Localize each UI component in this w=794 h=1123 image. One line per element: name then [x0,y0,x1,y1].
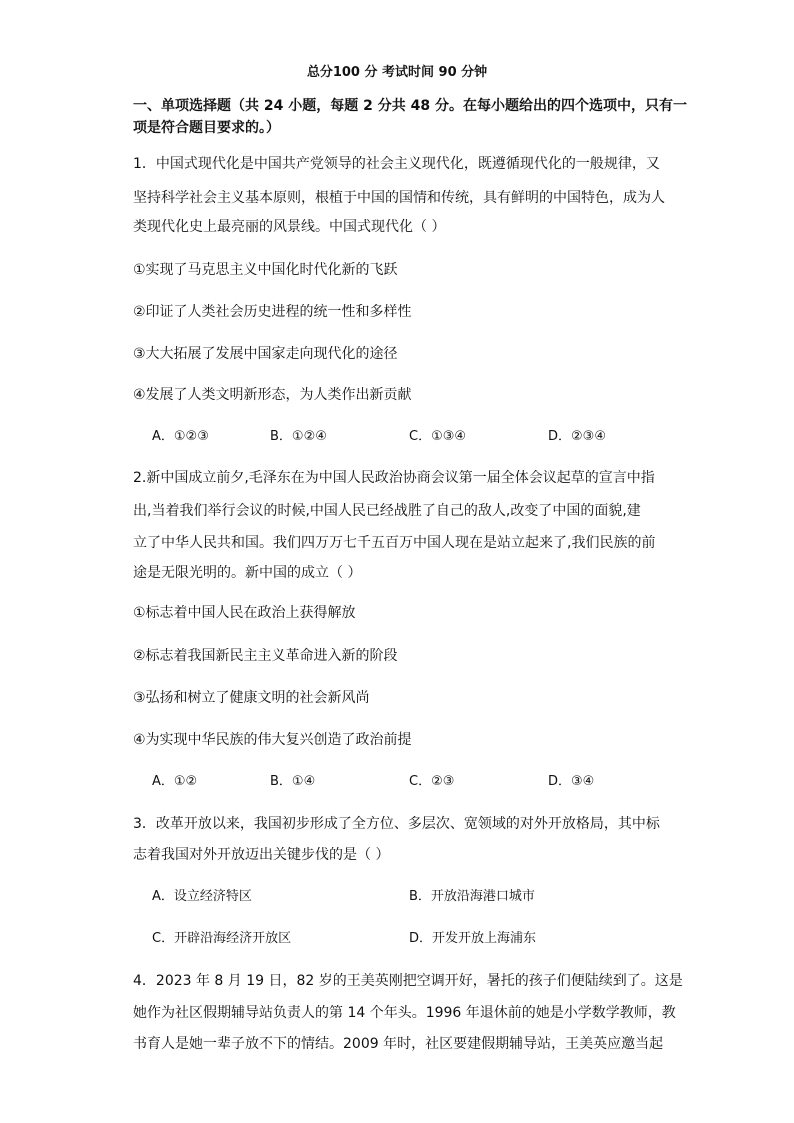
q3-option-d[interactable]: D．开发开放上海浦东 [409,931,537,946]
q1-statement-1: ①实现了马克思主义中国化时代化新的飞跃 [133,262,398,278]
page-title: 总分100 分 考试时间 90 分钟 [306,65,488,80]
q2-stem-line-3: 立了中华人民共和国。我们四万万七千五百万中国人现在是站立起来了,我们民族的前 [133,535,656,551]
q2-option-b[interactable]: B．①④ [270,774,316,789]
q2-statement-1: ①标志着中国人民在政治上获得解放 [133,605,356,621]
q1-stem-line-3: 类现代化史上最亮丽的风景线。中国式现代化（ ） [133,219,446,235]
q1-option-b[interactable]: B．①②④ [270,429,327,444]
q1-statement-2: ②印证了人类社会历史进程的统一性和多样性 [133,304,412,320]
q1-stem-line-2: 坚持科学社会主义基本原则，根植于中国的国情和传统，具有鲜明的中国特色，成为人 [133,190,665,206]
q1-option-d[interactable]: D．②③④ [548,429,606,444]
q3-option-c[interactable]: C．开辟沿海经济开放区 [152,931,292,946]
q3-option-b[interactable]: B．开放沿海港口城市 [409,889,535,904]
q4-stem-line-3: 书育人是她一辈子放不下的情结。2009 年时，社区要建假期辅导站，王美英应邀当起 [133,1036,664,1052]
section-heading-line-1: 一、单项选择题（共 24 小题，每题 2 分共 48 分。在每小题给出的四个选项中，只有一 [133,98,687,114]
q2-option-a[interactable]: A．①② [152,774,198,789]
q3-stem-line-2: 志着我国对外开放迈出关键步伐的是（ ） [133,847,390,863]
q2-option-d[interactable]: D．③④ [548,774,595,789]
q4-stem-line-1: 4．2023 年 8 月 19 日，82 岁的王美英刚把空调开好，暑托的孩子们便陆续到了。这是 [133,973,683,989]
q1-stem-line-1: 1．中国式现代化是中国共产党领导的社会主义现代化，既遵循现代化的一般规律，又 [133,156,660,172]
q3-option-a[interactable]: A．设立经济特区 [152,889,252,904]
section-heading-line-2: 项是符合题目要求的。） [133,120,280,136]
q2-stem-line-2: 出,当着我们举行会议的时候,中国人民已经战胜了自己的敌人,改变了中国的面貌,建 [133,503,641,519]
q3-stem-line-1: 3．改革开放以来，我国初步形成了全方位、多层次、宽领域的对外开放格局，其中标 [133,816,660,832]
q1-statement-3: ③大大拓展了发展中国家走向现代化的途径 [133,346,398,362]
q2-statement-3: ③弘扬和树立了健康文明的社会新风尚 [133,690,370,706]
q1-option-c[interactable]: C．①③④ [409,429,467,444]
q1-option-a[interactable]: A．①②③ [152,429,209,444]
q4-stem-line-2: 她作为社区假期辅导站负责人的第 14 个年头。1996 年退休前的她是小学数学教师，教 [133,1005,676,1021]
q2-stem-line-1: 2.新中国成立前夕,毛泽东在为中国人民政治协商会议第一届全体会议起草的宣言中指 [133,470,655,486]
q1-statement-4: ④发展了人类文明新形态，为人类作出新贡献 [133,387,412,403]
q2-stem-line-4: 途是无限光明的。新中国的成立（ ） [133,565,362,581]
q2-statement-4: ④为实现中华民族的伟大复兴创造了政治前提 [133,732,412,748]
q2-option-c[interactable]: C．②③ [409,774,455,789]
q2-statement-2: ②标志着我国新民主主义革命进入新的阶段 [133,648,398,664]
